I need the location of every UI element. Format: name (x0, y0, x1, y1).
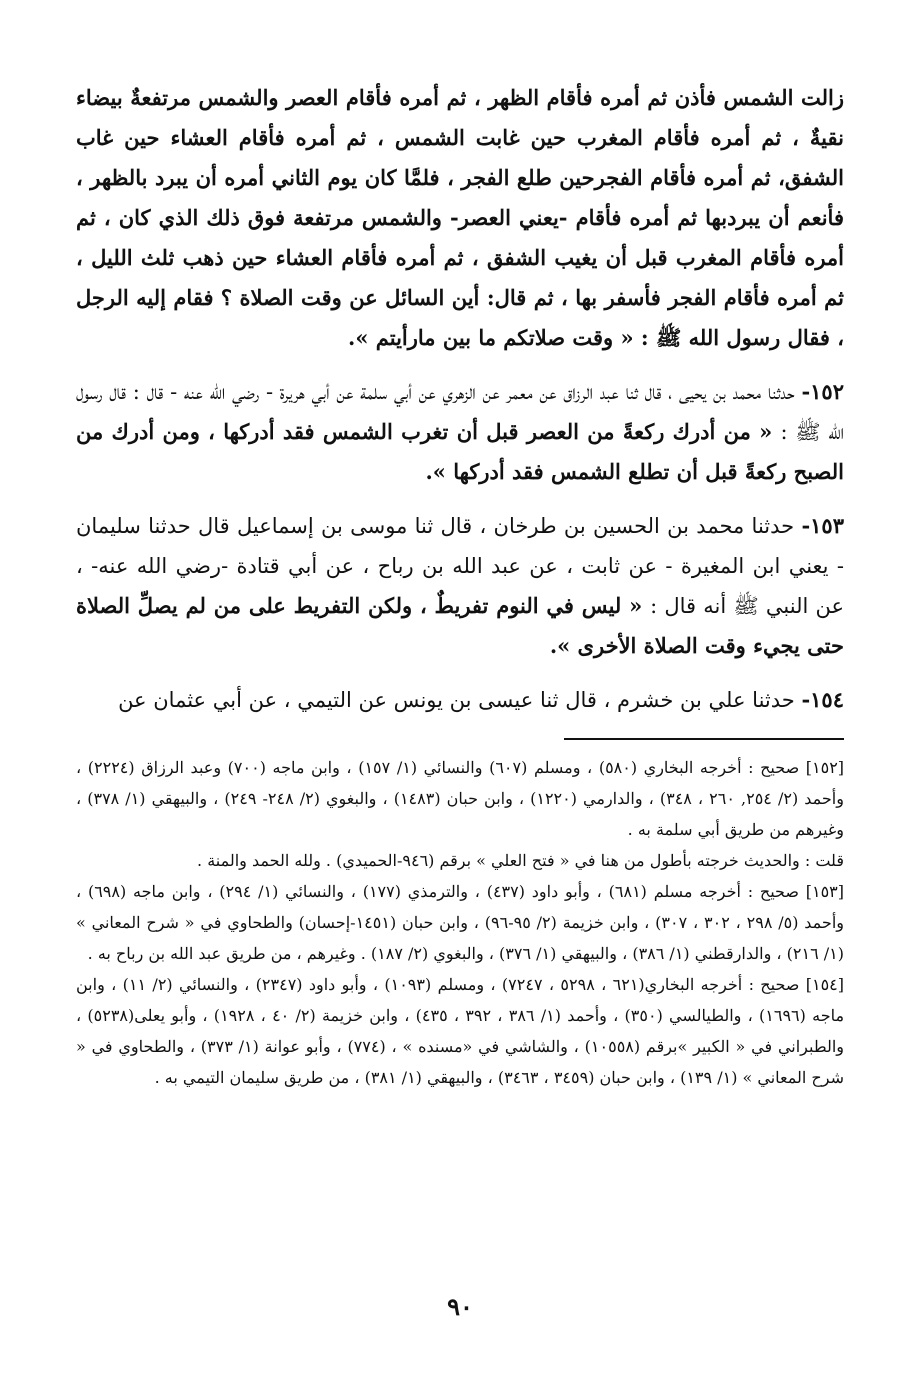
hadith-number: ١٥٢- (801, 379, 844, 404)
hadith-isnad: حدثنا علي بن خشرم ، قال ثنا عيسى بن يونس عن التيمي ، عن أبي عثمان عن (118, 688, 802, 712)
footnotes (76, 752, 844, 1093)
hadith-number: ١٥٤- (801, 687, 844, 712)
page-number: ٩٠ (447, 1292, 473, 1321)
hadith-matn: « ليس في النوم تفريطٌ ، ولكن التفريط على من لم يصلِّ الصلاة حتى يجيء وقت الصلاة الأخرى ». (76, 593, 844, 658)
footnote-154: [١٥٤] صحيح : أخرجه البخاري(٦٢١ ، ٥٢٩٨ ، ٧٢٤٧) ، ومسلم (١٠٩٣) ، وأبو داود (٢٣٤٧) ، والنسائي (٢/ ١١) ، وابن ماجه (١٦٩٦) ، والطيالسي (٣٥٠) ، وأحمد (١/ ٣٨٦ ، ٣٩٢ ، ٤٣٥) ، وابن خزيمة (٢/ ٤٠ ، ١٩٢٨) ، وأبو يعلى(٥٢٣٨) ، والطبراني في « الكبير »برقم (١٠٥٥٨) ، والشاشي في «مسنده » ، (٧٧٤) ، وأبو عوانة (١/ ٣٧٣) ، والطحاوي في « شرح المعاني » (١/ ١٣٩) ، وابن حبان (٣٤٥٩ ، ٣٤٦٣) ، والبيهقي (١/ ٣٨١) ، من طريق سليمان التيمي به . (76, 975, 845, 1087)
hadith-153 (76, 506, 844, 666)
hadith-matn: « من أدرك ركعةً من العصر قبل أن تغرب الشمس فقد أدركها ، ومن أدرك من الصبح ركعةً قبل أن تطلع الشمس فقد أدركها ». (76, 419, 844, 484)
footnote-divider (564, 738, 844, 740)
hadith-isnad: حدثنا محمد بن يحيى ، قال ثنا عبد الرزاق عن معمر عن الزهري عن أبي سلمة عن أبي هريرة - رضي الله عنه - قال : قال رسول الله ﷺ : (76, 380, 845, 444)
hadith-continuation: زالت الشمس فأذن ثم أمره فأقام الظهر ، ثم أمره فأقام العصر والشمس مرتفعةٌ بيضاء نقيةٌ ، ثم أمره فأقام المغرب حين غابت الشمس ، ثم أمره فأقام العشاء حين غاب الشفق، ثم أمره فأقام الفجرحين طلع الفجر ، فلمَّا كان يوم الثاني أمره أن يبرد بالظهر ، فأنعم أن يبردبها ثم أمره فأقام -يعني العصر- والشمس مرتفعة فوق ذلك الذي كان ، ثم أمره فأقام المغرب قبل أن يغيب الشفق ، ثم أمره فأقام العشاء حين ذهب ثلث الليل ، ثم أمره فأقام الفجر فأسفر بها ، ثم قال: أين السائل عن وقت الصلاة ؟ فقام إليه الرجل ، فقال رسول الله ﷺ : « وقت صلاتكم ما بين مارأيتم ». (76, 85, 844, 350)
footnote-152: [١٥٢] صحيح : أخرجه البخاري (٥٨٠) ، ومسلم (٦٠٧) والنسائي (١/ ١٥٧) ، وابن ماجه (٧٠٠) وعبد الرزاق (٢٢٢٤) ، وأحمد (٢/ ٢٥٤, ٢٦٠ ، ٣٤٨) ، والدارمي (١٢٢٠) ، وابن حبان (١٤٨٣) ، والبغوي (٢/ ٢٤٨- ٢٤٩) ، والبيهقي (١/ ٣٧٨) ، وغيرهم من طريق أبي سلمة به . (76, 758, 845, 839)
footnote-153: [١٥٣] صحيح : أخرجه مسلم (٦٨١) ، وأبو داود (٤٣٧) ، والترمذي (١٧٧) ، والنسائي (١/ ٢٩٤) ، وابن ماجه (٦٩٨) ، وأحمد (٥/ ٢٩٨ ، ٣٠٢ ، ٣٠٧) ، وابن خزيمة (٢/ ٩٥-٩٦) ، وابن حبان (١٤٥١-إحسان) والطحاوي في « شرح المعاني » (١/ ٢١٦) ، والدارقطني (١/ ٣٨٦) ، والبيهقي (١/ ٣٧٦) ، والبغوي (٢/ ١٨٧) . وغيرهم ، من طريق عبد الله بن رباح به . (76, 882, 845, 963)
footnote-note: قلت : والحديث خرجته بأطول من هنا في « فتح العلي » برقم (٩٤٦-الحميدي) . ولله الحمد والمنة . (197, 851, 844, 870)
hadith-152 (76, 372, 844, 492)
hadith-154 (76, 680, 844, 720)
hadith-isnad: حدثنا محمد بن الحسين بن طرخان ، قال ثنا موسى بن إسماعيل قال حدثنا سليمان - يعني ابن المغيرة - عن ثابت ، عن عبد الله بن رباح ، عن أبي قتادة -رضي الله عنه- ، عن النبي ﷺ أنه قال : (76, 514, 844, 618)
main-text (76, 78, 844, 720)
hadith-number: ١٥٣- (801, 513, 844, 538)
